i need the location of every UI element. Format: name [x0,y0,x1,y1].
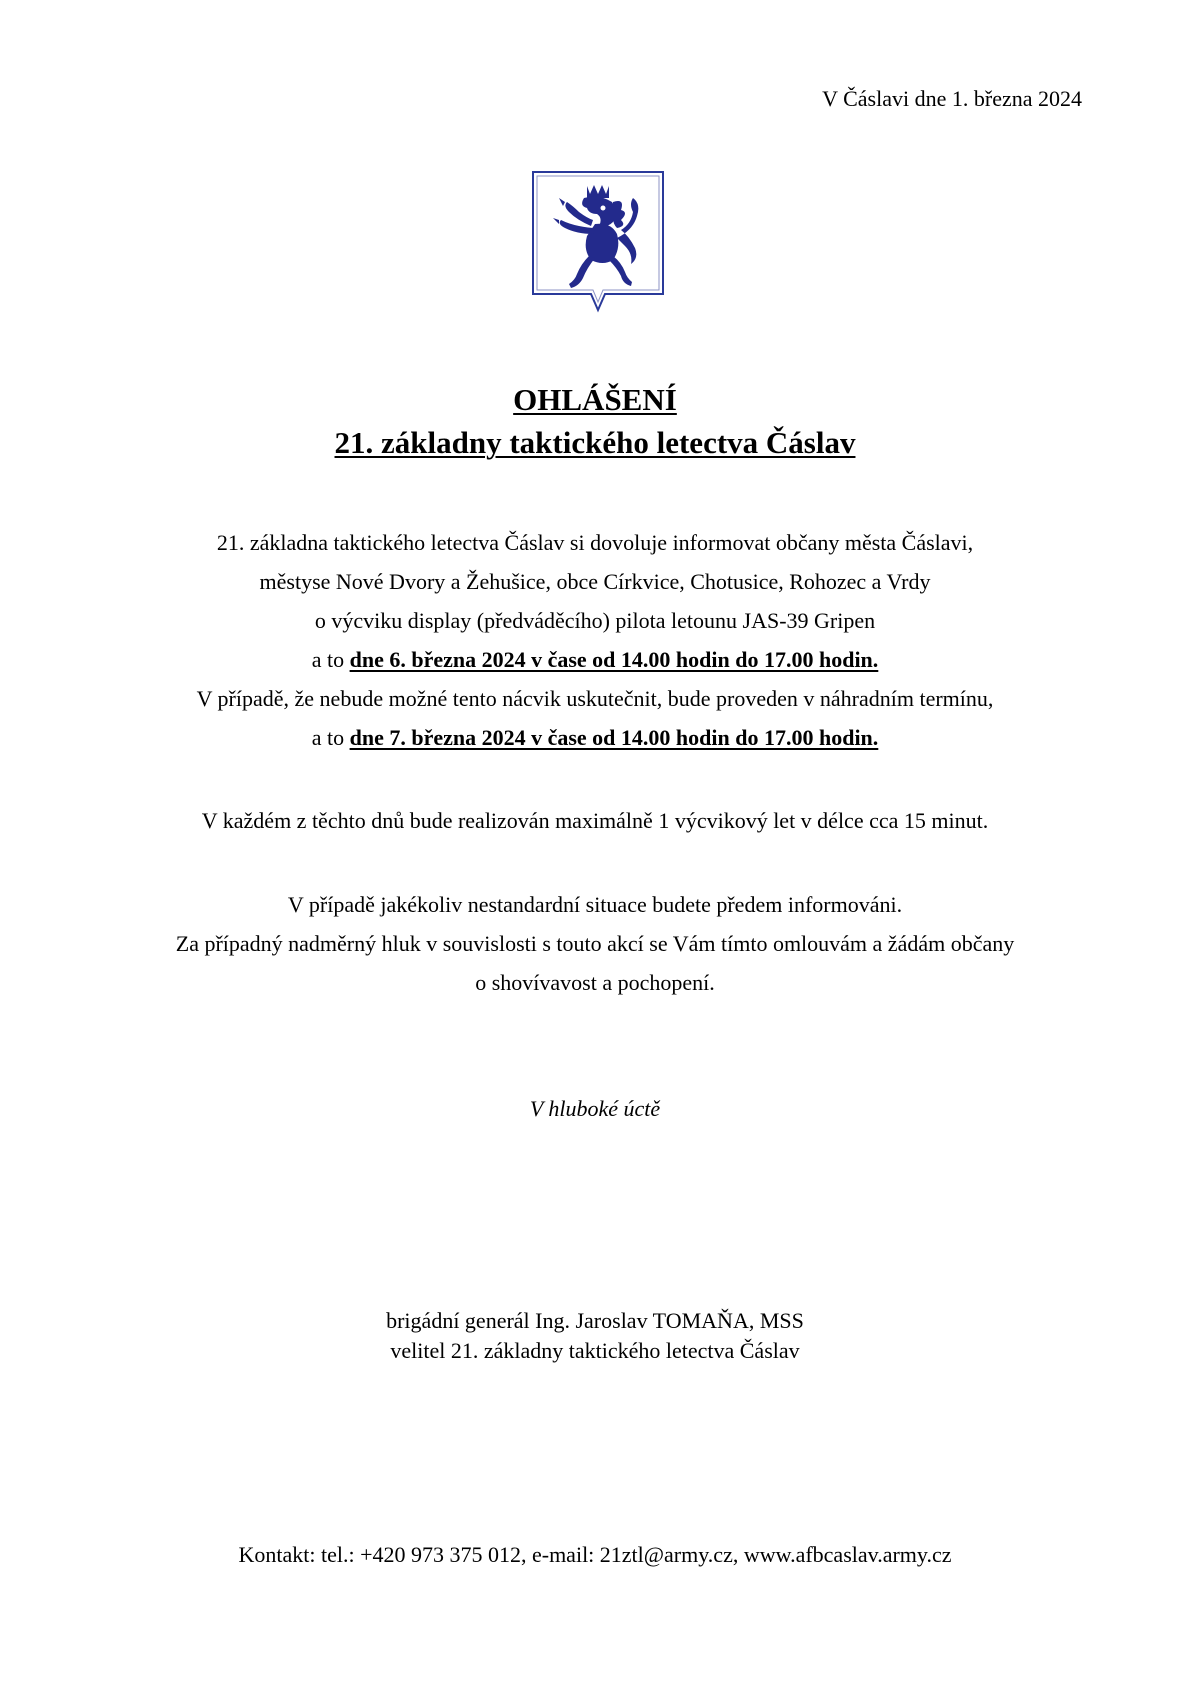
body-line-date-backup [0,725,1190,751]
signer-role: velitel 21. základny taktického letectva Čáslav [390,1338,800,1363]
announcement-title [0,378,1190,464]
body-line: V případě, že nebude možné tento nácvik uskutečnit, bude proveden v náhradním termínu, [196,686,994,711]
body-line: Za případný nadměrný hluk v souvislosti s touto akcí se Vám tímto omlouvám a žádám občany [175,931,1015,956]
contact-footer: Kontakt: tel.: +420 973 375 012, e-mail: 21ztl@army.cz, www.afbcaslav.army.cz [238,1542,952,1567]
primary-date-text: dne 6. března 2024 v čase od 14.00 hodin do 17.00 hodin. [349,647,879,672]
signer-name: brigádní generál Ing. Jaroslav TOMAŇA, MSS [386,1308,804,1333]
title-line-2: 21. základny taktického letectva Čáslav [334,425,856,460]
body-line: o shovívavost a pochopení. [475,970,715,995]
flight-info-line: V každém z těchto dnů bude realizován maximálně 1 výcvikový let v délce cca 15 minut. [201,808,989,833]
body-line: o výcviku display (předváděcího) pilota letounu JAS-39 Gripen [314,608,876,633]
lion-coat-of-arms-icon [529,168,667,316]
prefix-text: a to [311,647,350,672]
body-line-date-primary [0,647,1190,673]
body-line: V případě jakékoliv nestandardní situace budete předem informováni. [287,892,903,917]
prefix-text: a to [311,725,350,750]
title-line-1: OHLÁŠENÍ [513,382,677,417]
backup-date-text: dne 7. března 2024 v čase od 14.00 hodin do 17.00 hodin. [349,725,879,750]
body-line: městyse Nové Dvory a Žehušice, obce Církvice, Chotusice, Rohozec a Vrdy [259,569,931,594]
date-line: V Čáslavi dne 1. března 2024 [822,86,1082,111]
salutation: V hluboké úctě [529,1096,661,1121]
body-line: 21. základna taktického letectva Čáslav si dovoluje informovat občany města Čáslavi, [216,530,974,555]
